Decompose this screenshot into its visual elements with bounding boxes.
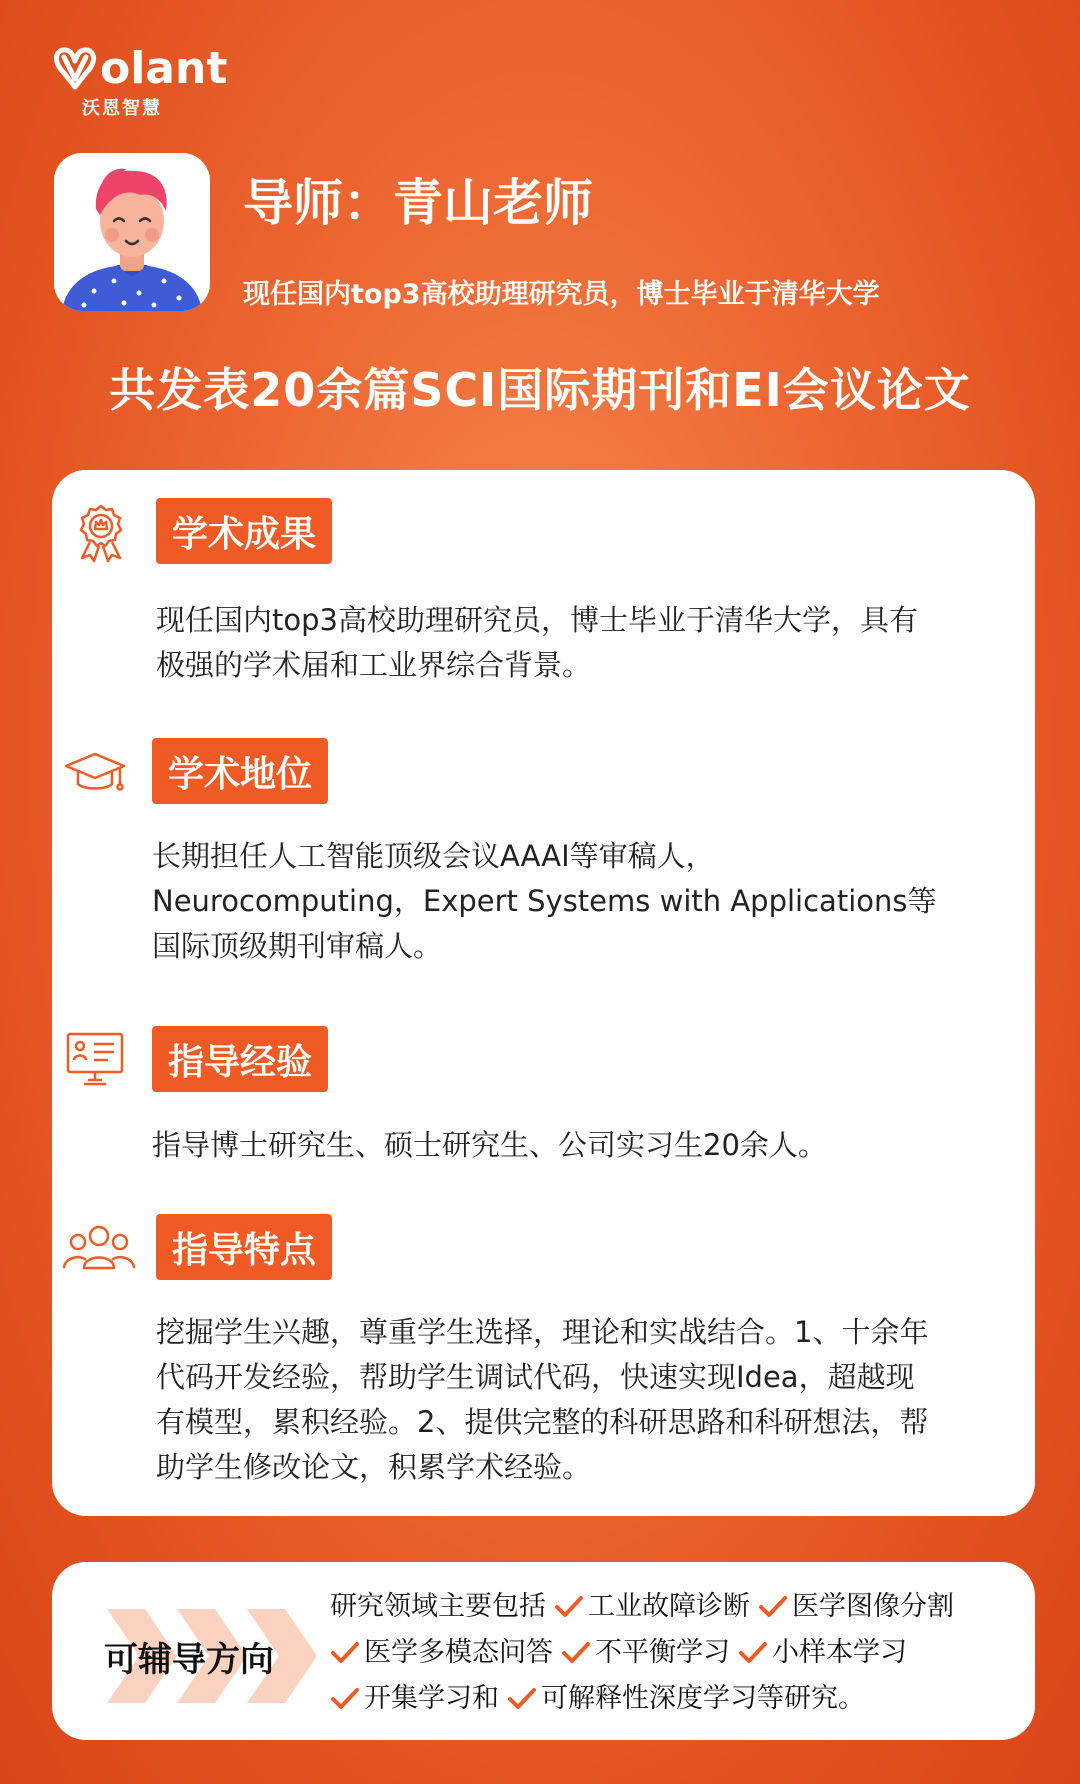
- checkmark-icon: [330, 1686, 360, 1712]
- directions-intro: 研究领域主要包括: [330, 1591, 546, 1622]
- group-people-icon: [60, 1218, 138, 1280]
- section-tag-features: 指导特点: [156, 1214, 332, 1280]
- logo-subtitle: 沃恩智慧: [82, 98, 162, 119]
- checkmark-icon: [554, 1594, 584, 1620]
- graduation-cap-icon: [64, 742, 126, 804]
- section-body-status: [152, 834, 937, 969]
- directions-list: [330, 1584, 954, 1722]
- body-line: 代码开发经验，帮助学生调试代码，快速实现Idea，超越现: [156, 1360, 915, 1394]
- directions-title: 可辅导方向: [104, 1640, 274, 1680]
- section-body-features: [156, 1310, 928, 1490]
- section-tag-status: 学术地位: [152, 738, 328, 804]
- checkmark-icon: [561, 1640, 591, 1666]
- section-tag-experience: 指导经验: [152, 1026, 328, 1092]
- brand-logo: [52, 42, 228, 122]
- section-tag-achievements: 学术成果: [156, 498, 332, 564]
- directions-line: [330, 1676, 954, 1722]
- section-body-experience: [152, 1123, 827, 1168]
- checkmark-icon: [507, 1686, 537, 1712]
- topic-item: 开集学习和: [364, 1683, 499, 1714]
- topic-item: 工业故障诊断: [588, 1591, 750, 1622]
- directions-line: [330, 1584, 954, 1630]
- body-line: 现任国内top3高校助理研究员，博士毕业于清华大学，具有: [156, 603, 918, 637]
- body-line: 有模型，累积经验。2、提供完整的科研思路和科研想法，帮: [156, 1405, 929, 1439]
- mentor-avatar: [54, 153, 210, 311]
- body-line: 指导博士研究生、硕士研究生、公司实习生20余人。: [152, 1128, 827, 1162]
- topic-item: 可解释性深度学习等研究。: [541, 1683, 865, 1714]
- profile-card: [52, 470, 1035, 1516]
- mentor-name: 导师：青山老师: [243, 174, 593, 232]
- topic-item: 医学图像分割: [792, 1591, 954, 1622]
- checkmark-icon: [738, 1640, 768, 1666]
- checkmark-icon: [758, 1594, 788, 1620]
- presentation-board-icon: [64, 1028, 126, 1090]
- award-icon: [70, 502, 132, 564]
- topic-item: 小样本学习: [772, 1637, 907, 1668]
- logo-text: olant: [100, 42, 228, 94]
- body-line: Neurocomputing，Expert Systems with Applications等: [152, 884, 937, 918]
- directions-line: [330, 1630, 954, 1676]
- body-line: 长期担任人工智能顶级会议AAAI等审稿人，: [152, 839, 715, 873]
- topic-item: 不平衡学习: [595, 1637, 730, 1668]
- cartoon-avatar-icon: [54, 153, 210, 311]
- directions-card: [52, 1562, 1035, 1740]
- checkmark-icon: [330, 1640, 360, 1666]
- topic-item: 医学多模态问答: [364, 1637, 553, 1668]
- headline: 共发表20余篇SCI国际期刊和EI会议论文: [109, 363, 971, 417]
- mentor-title: 现任国内top3高校助理研究员，博士毕业于清华大学: [243, 279, 880, 310]
- body-line: 极强的学术届和工业界综合背景。: [156, 648, 592, 682]
- heart-v-logo-icon: [52, 45, 98, 91]
- section-body-achievements: [156, 598, 918, 688]
- body-line: 助学生修改论文，积累学术经验。: [156, 1450, 592, 1484]
- body-line: 挖掘学生兴趣，尊重学生选择，理论和实战结合。1、十余年: [156, 1315, 929, 1349]
- body-line: 国际顶级期刊审稿人。: [152, 929, 443, 963]
